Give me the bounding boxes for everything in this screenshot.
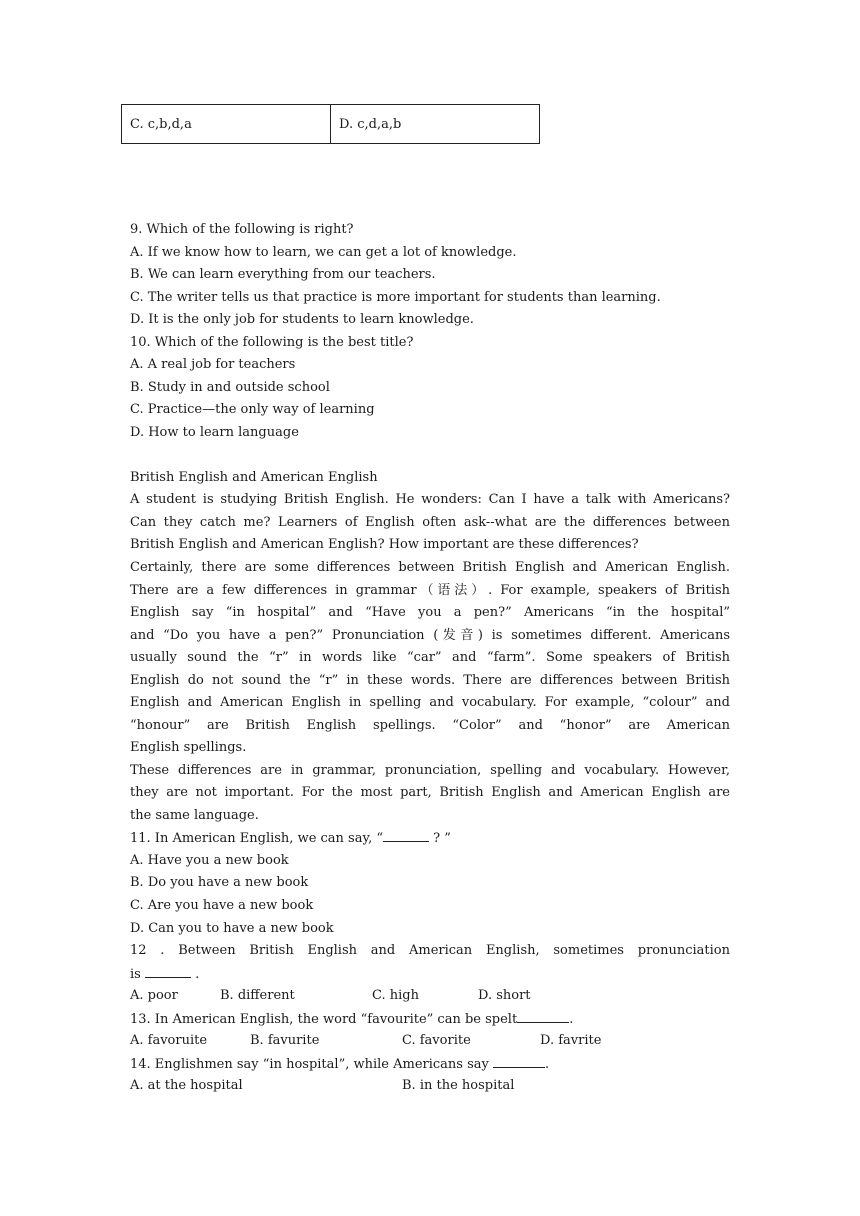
q10-option-b: B. Study in and outside school	[130, 380, 330, 395]
passage-line: These differences are in grammar, pronunciation, spelling and vocabulary. However,	[130, 763, 730, 778]
q9-option-a: A. If we know how to learn, we can get a lot of knowledge.	[130, 245, 517, 260]
passage-line: English spellings.	[130, 740, 247, 755]
table-cell-option-c: C. c,b,d,a	[122, 105, 331, 144]
table-row	[122, 105, 540, 144]
q12-stem-line2	[130, 963, 730, 985]
passage-line: “honour” are British English spellings. “Color” and “honor” are American	[130, 718, 730, 733]
passage-line: English say “in hospital” and “Have you a pen?” Americans “in the hospital”	[130, 605, 730, 620]
q9-stem: 9. Which of the following is right?	[130, 222, 354, 237]
q10-option-c: C. Practice—the only way of learning	[130, 402, 375, 417]
answer-blank	[383, 827, 429, 842]
q14-stem-post: .	[545, 1057, 550, 1072]
q9-option-b: B. We can learn everything from our teachers.	[130, 267, 436, 282]
passage-title: British English and American English	[130, 470, 378, 485]
q10-option-d: D. How to learn language	[130, 425, 299, 440]
q9-option-c: C. The writer tells us that practice is more important for students than learning.	[130, 290, 661, 305]
q13-stem	[130, 1008, 730, 1030]
q13-stem-pre: 13. In American English, the word “favourite” can be spelt	[130, 1012, 518, 1027]
q11-option-c: C. Are you have a new book	[130, 898, 314, 913]
passage-line: they are not important. For the most part, British English and American English are	[130, 785, 730, 800]
passage-line: usually sound the “r” in words like “car” and “farm”. Some speakers of British	[130, 650, 730, 665]
q12-option-c: C. high	[372, 988, 419, 1003]
q13-stem-post: .	[569, 1012, 574, 1027]
q12-option-d: D. short	[478, 988, 531, 1003]
q14-option-b: B. in the hospital	[402, 1078, 515, 1093]
answer-blank	[145, 963, 191, 978]
q12-option-a: A. poor	[130, 988, 178, 1003]
q14-options	[130, 1075, 730, 1097]
q12-option-b: B. different	[220, 988, 295, 1003]
passage-line: the same language.	[130, 808, 259, 823]
q12-stem-post: .	[190, 967, 200, 982]
q11-option-b: B. Do you have a new book	[130, 875, 309, 890]
passage-line: There are a few differences in grammar（语法）. For example, speakers of British	[130, 583, 730, 598]
passage-line: English and American English in spelling and vocabulary. For example, “colour” and	[130, 695, 730, 710]
q13-option-d: D. favrite	[540, 1033, 602, 1048]
q13-option-b: B. favurite	[250, 1033, 320, 1048]
q13-option-a: A. favoruite	[130, 1033, 208, 1048]
passage-line: A student is studying British English. He wonders: Can I have a talk with Americans?	[130, 492, 730, 507]
q12-stem-line1: 12 . Between British English and American English, sometimes pronunciation	[130, 943, 730, 958]
q12-options	[130, 985, 730, 1007]
options-table	[121, 104, 540, 144]
passage-line: Can they catch me? Learners of English often ask--what are the differences between	[130, 515, 730, 530]
answer-blank	[517, 1008, 569, 1023]
passage-line: English do not sound the “r” in these words. There are differences between British	[130, 673, 730, 688]
passage-line: Certainly, there are some differences between British English and American English.	[130, 560, 730, 575]
q11-stem	[130, 827, 730, 849]
q10-option-a: A. A real job for teachers	[130, 357, 296, 372]
q11-stem-post: ? ”	[429, 831, 451, 846]
q9-option-d: D. It is the only job for students to learn knowledge.	[130, 312, 474, 327]
q12-stem-pre: is	[130, 967, 141, 982]
q14-option-a: A. at the hospital	[130, 1078, 243, 1093]
table-cell-option-d: D. c,d,a,b	[331, 105, 540, 144]
q11-option-a: A. Have you a new book	[130, 853, 289, 868]
q14-stem-pre: 14. Englishmen say “in hospital”, while Americans say	[130, 1057, 489, 1072]
passage-line: and “Do you have a pen?” Pronunciation (发音) is sometimes different. Americans	[130, 628, 730, 643]
q14-stem	[130, 1053, 730, 1075]
q11-stem-pre: 11. In American English, we can say, “	[130, 831, 384, 846]
q13-option-c: C. favorite	[402, 1033, 471, 1048]
passage-line: British English and American English? How important are these differences?	[130, 537, 639, 552]
q11-option-d: D. Can you to have a new book	[130, 921, 334, 936]
q10-stem: 10. Which of the following is the best title?	[130, 335, 414, 350]
answer-blank	[493, 1053, 545, 1068]
q13-options	[130, 1030, 730, 1052]
